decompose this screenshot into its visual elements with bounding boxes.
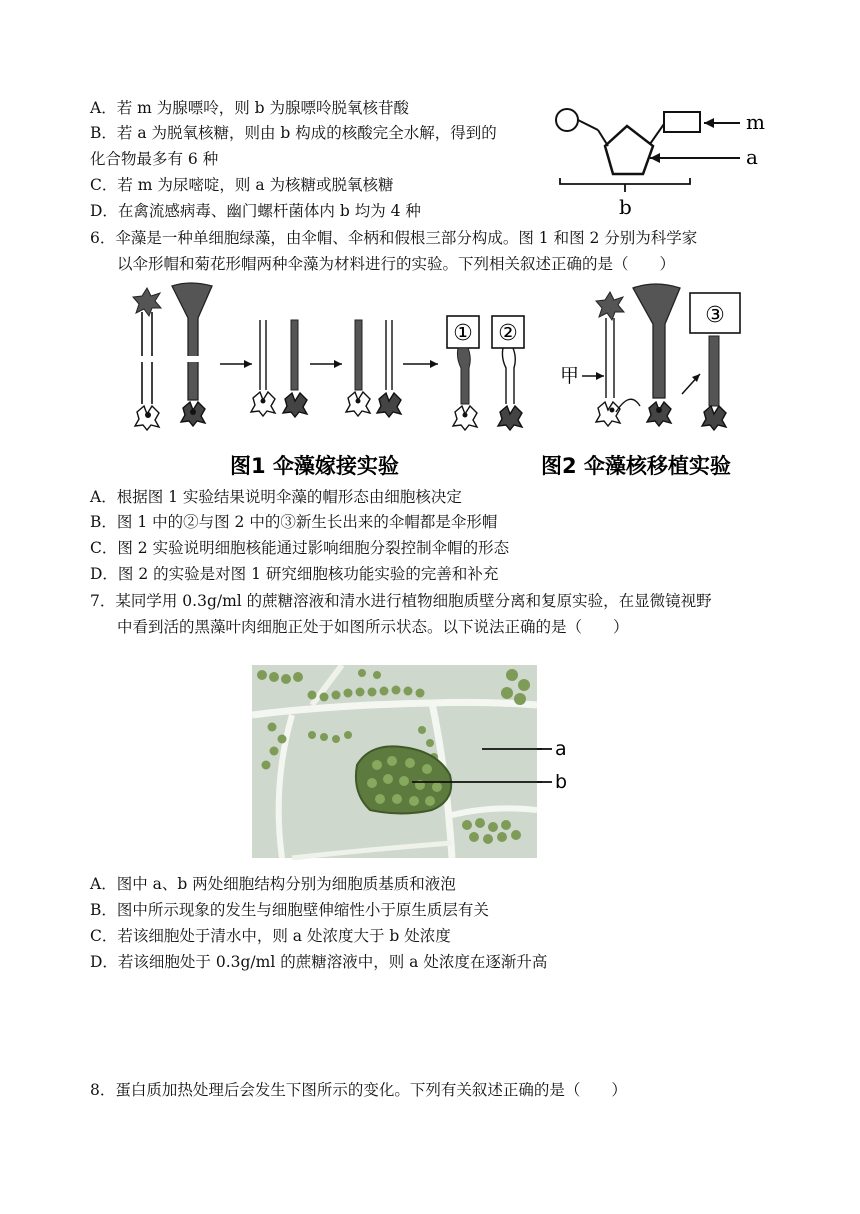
label-m: m [746, 110, 765, 134]
caption-figure-2: 图2 伞藻核移植实验 [541, 454, 731, 478]
q5-option-c: C．若 m 为尿嘧啶，则 a 为核糖或脱氧核糖 [90, 176, 394, 194]
q7-stem-line2: 中看到活的黑藻叶肉细胞正处于如图所示状态。以下说法正确的是（ ） [117, 618, 629, 636]
q5-option-d: D．在禽流感病毒、幽门螺杆菌体内 b 均为 4 种 [90, 202, 421, 220]
q6-option-a: A．根据图 1 实验结果说明伞藻的帽形态由细胞核决定 [90, 488, 462, 506]
box-3-label: ③ [705, 303, 725, 328]
nucleotide-diagram [550, 98, 800, 220]
box-1-label: ① [453, 321, 473, 346]
caption-figure-1: 图1 伞藻嫁接实验 [230, 454, 399, 478]
acetabularia-experiment-figure [120, 278, 780, 480]
q7-option-d: D．若该细胞处于 0.3g/ml 的蔗糖溶液中，则 a 处浓度在逐渐升高 [90, 953, 548, 971]
q6-option-c: C．图 2 实验说明细胞核能通过影响细胞分裂控制伞帽的形态 [90, 539, 510, 557]
q6-stem-line1: 6．伞藻是一种单细胞绿藻，由伞帽、伞柄和假根三部分构成。图 1 和图 2 分别为科学家 [90, 229, 698, 247]
q7-option-b: B．图中所示现象的发生与细胞壁伸缩性小于原生质层有关 [90, 901, 489, 919]
plasmolysis-micrograph [252, 665, 592, 860]
q7-option-a: A．图中 a、b 两处细胞结构分别为细胞质基质和液泡 [90, 875, 456, 893]
micrograph-label-b: b [555, 771, 568, 793]
q6-option-b: B．图 1 中的②与图 2 中的③新生长出来的伞帽都是伞形帽 [90, 513, 498, 531]
q6-option-d: D．图 2 的实验是对图 1 研究细胞核功能实验的完善和补充 [90, 565, 499, 583]
micrograph-label-a: a [555, 738, 567, 760]
label-b: b [619, 195, 632, 219]
q6-stem-line2: 以伞形帽和菊花形帽两种伞藻为材料进行的实验。下列相关叙述正确的是（ ） [117, 255, 676, 273]
box-2-label: ② [498, 321, 518, 346]
pentose-pentagon [605, 126, 653, 174]
q7-stem-line1: 7．某同学用 0.3g/ml 的蔗糖溶液和清水进行植物细胞质壁分离和复原实验，在显微镜视野 [90, 592, 712, 610]
phosphate-circle [556, 109, 578, 131]
q5-option-a: A．若 m 为腺嘌呤，则 b 为腺嘌呤脱氧核苷酸 [90, 99, 410, 117]
q5-option-b-line2: 化合物最多有 6 种 [90, 150, 219, 168]
q7-option-c: C．若该细胞处于清水中，则 a 处浓度大于 b 处浓度 [90, 927, 451, 945]
base-rectangle [664, 112, 700, 132]
label-a: a [746, 145, 758, 169]
q5-option-b-line1: B．若 a 为脱氧核糖，则由 b 构成的核酸完全水解，得到的 [90, 124, 497, 142]
label-jia: 甲 [560, 365, 580, 387]
q8-stem: 8．蛋白质加热处理后会发生下图所示的变化。下列有关叙述正确的是（ ） [90, 1081, 627, 1099]
